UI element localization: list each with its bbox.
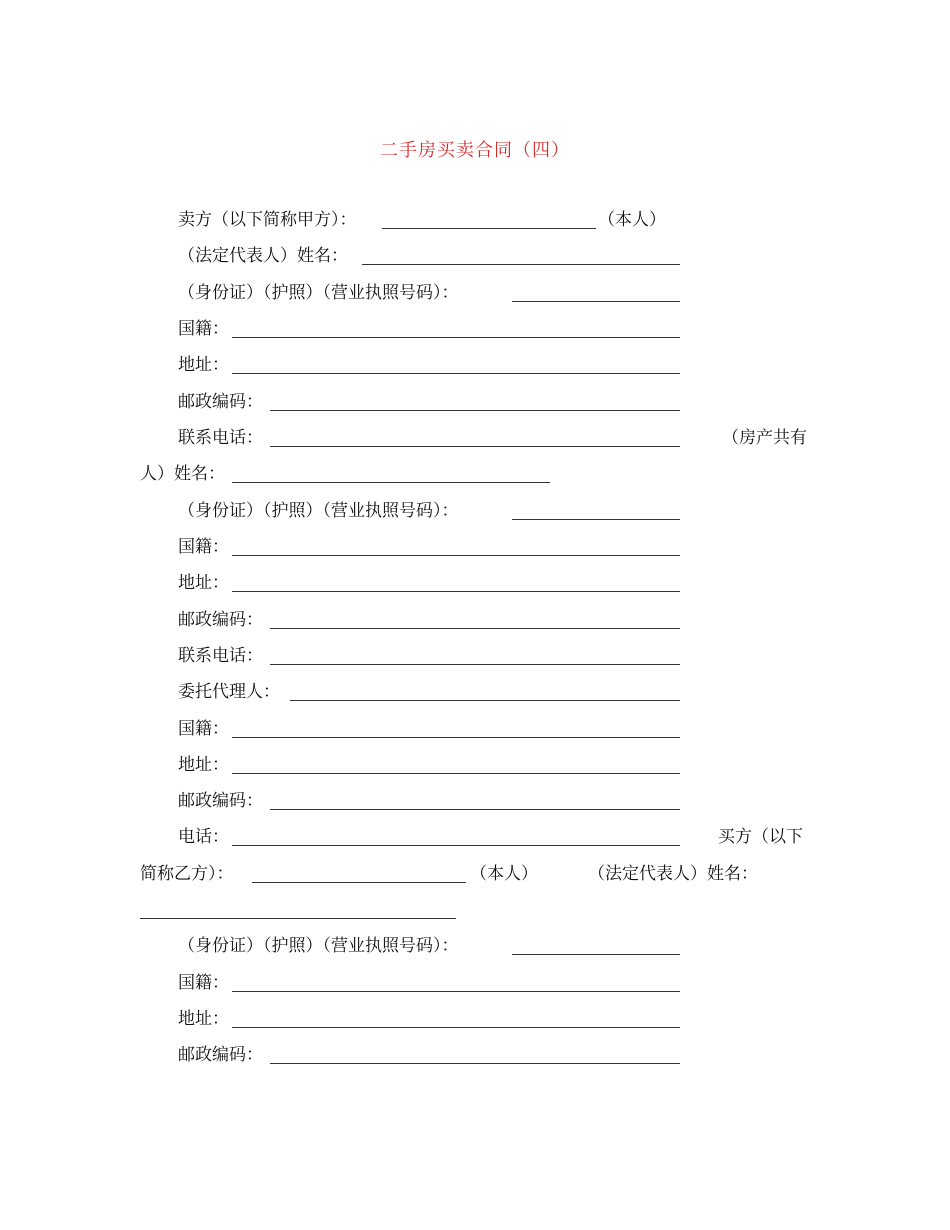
seller-phone-blank[interactable] <box>270 446 680 447</box>
coowner-postal-blank[interactable] <box>270 628 680 629</box>
seller-label: 卖方（以下简称甲方）： <box>178 210 357 230</box>
coowner-postal-label: 邮政编码： <box>178 610 263 630</box>
seller-address-label: 地址： <box>178 355 229 375</box>
coowner-address-blank[interactable] <box>232 591 680 592</box>
agent-phone-blank[interactable] <box>232 845 680 846</box>
seller-self-label: （本人） <box>598 210 666 230</box>
coowner-phone-label: 联系电话： <box>178 646 263 666</box>
buyer-postal-blank[interactable] <box>270 1063 680 1064</box>
coowner-nationality-blank[interactable] <box>232 555 680 556</box>
coowner-id-label: （身份证）（护照）（营业执照号码）： <box>178 501 459 521</box>
buyer-postal-label: 邮政编码： <box>178 1045 263 1065</box>
seller-id-label: （身份证）（护照）（营业执照号码）： <box>178 283 459 303</box>
buyer-nationality-blank[interactable] <box>232 991 680 992</box>
buyer-legal-rep-blank[interactable] <box>140 918 456 919</box>
buyer-name-blank[interactable] <box>252 882 466 883</box>
seller-legal-rep-blank[interactable] <box>362 264 680 265</box>
buyer-id-blank[interactable] <box>512 954 680 955</box>
coowner-name-blank[interactable] <box>232 482 550 483</box>
agent-postal-label: 邮政编码： <box>178 791 263 811</box>
agent-address-blank[interactable] <box>232 773 680 774</box>
coowner-nationality-label: 国籍： <box>178 537 229 557</box>
coowner-phone-blank[interactable] <box>270 664 680 665</box>
agent-nationality-blank[interactable] <box>232 737 680 738</box>
agent-address-label: 地址： <box>178 755 229 775</box>
agent-phone-label: 电话： <box>178 827 229 847</box>
seller-id-blank[interactable] <box>512 301 680 302</box>
seller-legal-rep-label: （法定代表人）姓名： <box>178 246 348 266</box>
agent-nationality-label: 国籍： <box>178 719 229 739</box>
buyer-nationality-label: 国籍： <box>178 973 229 993</box>
seller-address-blank[interactable] <box>232 373 680 374</box>
coowner-label-prefix: （房产共有 <box>722 428 807 448</box>
coowner-id-blank[interactable] <box>512 519 680 520</box>
buyer-id-label: （身份证）（护照）（营业执照号码）： <box>178 936 459 956</box>
buyer-self-label: （本人） <box>470 864 538 884</box>
document-title: 二手房买卖合同（四） <box>380 140 570 161</box>
buyer-legal-rep-label: （法定代表人）姓名： <box>588 864 758 884</box>
seller-phone-label: 联系电话： <box>178 428 263 448</box>
buyer-label-prefix: 买方（以下 <box>718 827 803 847</box>
seller-nationality-label: 国籍： <box>178 319 229 339</box>
buyer-address-label: 地址： <box>178 1009 229 1029</box>
seller-postal-blank[interactable] <box>270 410 680 411</box>
buyer-label-suffix: 简称乙方）： <box>140 864 234 884</box>
coowner-label-suffix: 人）姓名： <box>140 464 225 484</box>
agent-name-blank[interactable] <box>290 700 680 701</box>
seller-name-blank[interactable] <box>382 228 596 229</box>
agent-postal-blank[interactable] <box>270 809 680 810</box>
seller-nationality-blank[interactable] <box>232 337 680 338</box>
buyer-address-blank[interactable] <box>232 1027 680 1028</box>
agent-label: 委托代理人： <box>178 682 280 702</box>
coowner-address-label: 地址： <box>178 573 229 593</box>
seller-postal-label: 邮政编码： <box>178 392 263 412</box>
